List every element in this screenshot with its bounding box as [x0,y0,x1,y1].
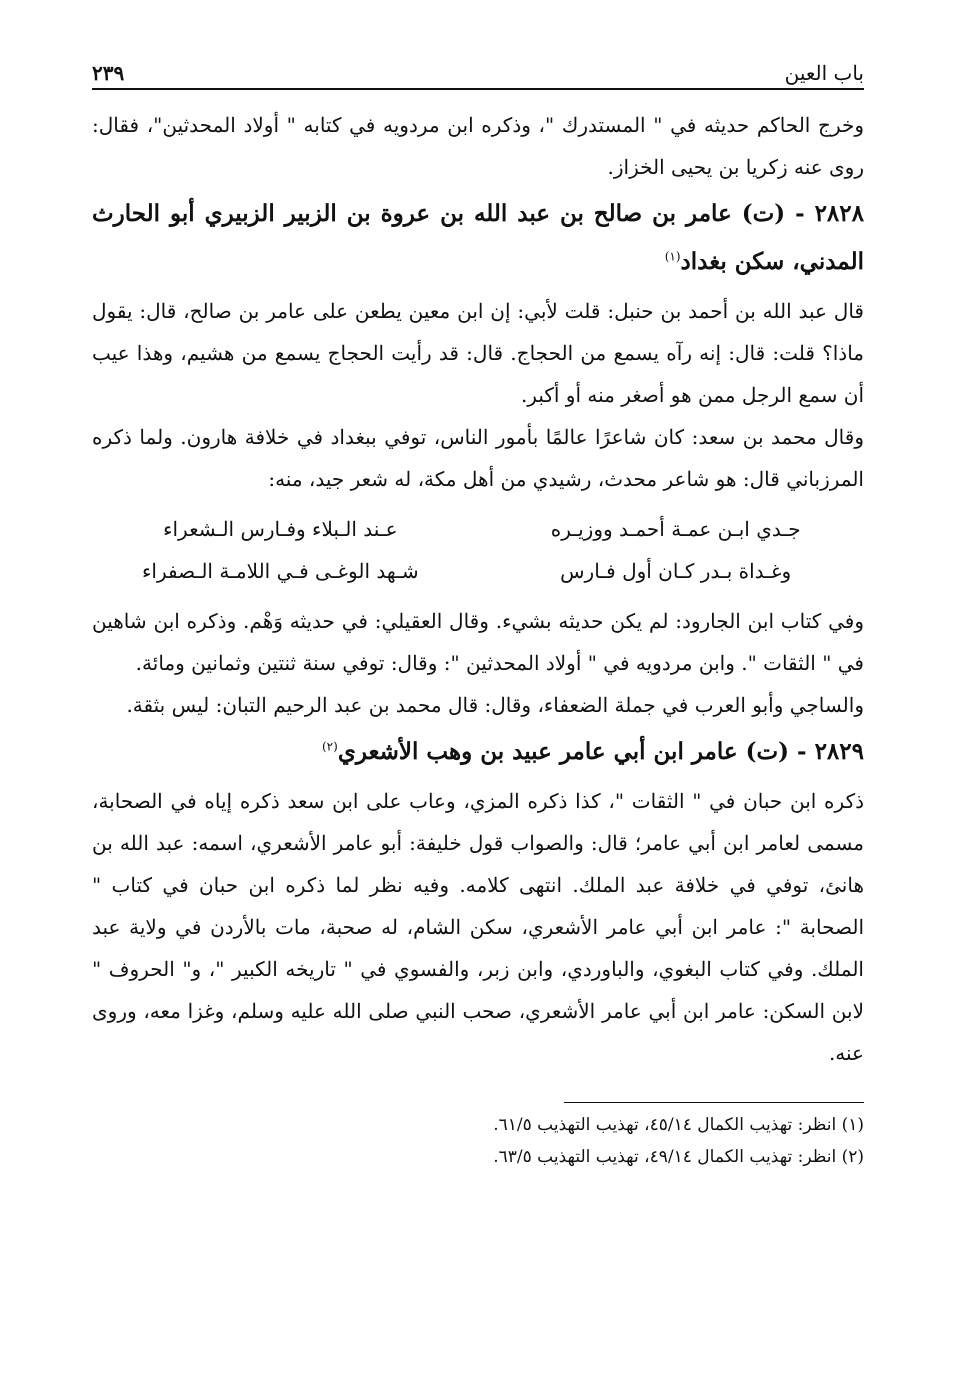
footnote-ref-2: (٢) [321,739,338,754]
entry-2829-title-text: ٢٨٢٩ - (ت) عامر ابن أبي عامر عبيد بن وهب الأشعري [337,738,864,765]
intro-paragraph: وخرج الحاكم حديثه في " المستدرك "، وذكره ابن مردويه في كتابه " أولاد المحدثين"، فقال: روى عنه زكريا بن يحيى الخزاز. [92,113,864,179]
entry-2828-paragraph-1: قال عبد الله بن أحمد بن حنبل: قلت لأبي: إن ابن معين يطعن على عامر بن صالح، قال: يقول ماذا؟ قلت: قال: إنه رآه يسمع من الحجاج. قال: قد رأيت الحجاج يسمع من هشيم، وهذا عيب أن سمع الرجل ممن هو أصغر منه أو أكبر. [92,299,864,407]
footnotes [92,1094,864,1173]
footnote-1: (١) انظر: تهذيب الكمال ٤٥/١٤، تهذيب التهذيب ٦١/٥. [493,1115,864,1135]
page-number: ٢٣٩ [92,61,125,85]
verse-first-hemistich: وغـداة بـدر كـان أول فـارس [560,559,792,583]
entry-2829-title [92,728,864,776]
chapter-title: باب العين [784,61,864,85]
entry-2828-paragraph-4: والساجي وأبو العرب في جملة الضعفاء، وقال: قال محمد بن عبد الرحيم التبان: ليس بثقة. [126,693,864,717]
document-page [92,50,864,1173]
footnote-2: (٢) انظر: تهذيب الكمال ٤٩/١٤، تهذيب التهذيب ٦٣/٥. [493,1147,864,1167]
page-content [92,104,864,1173]
poem [92,508,864,592]
entry-2828-paragraph-2: وقال محمد بن سعد: كان شاعرًا عالمًا بأمور الناس، توفي ببغداد في خلافة هارون. ولما ذكره المرزباني قال: هو شاعر محدث، رشيدي من أهل مكة، له شعر جيد، منه: [92,425,864,491]
page-header [92,50,864,90]
entry-2829-paragraph-1: ذكره ابن حبان في " الثقات "، كذا ذكره المزي، وعاب على ابن سعد ذكره إياه في الصحابة، مسمى لعامر ابن أبي عامر؛ قال: والصواب قول خليفة: أبو عامر الأشعري، اسمه: عبد الله بن هانئ، توفي في خلافة عبد الملك. انتهى كلامه. وفيه نظر لما ذكره ابن حبان في كتاب " الصحابة ": عامر ابن أبي عامر الأشعري، سكن الشام، له صحبة، مات بالأردن في ولاية عبد الملك. وفي كتاب البغوي، والباوردي، وابن زبر، والفسوي في " تاريخه الكبير "، و" الحروف " لابن السكن: عامر ابن أبي عامر الأشعري، صحب النبي صلى الله عليه وسلم، وغزا معه، وروى عنه. [92,789,864,1065]
verse-second-hemistich: شـهد الوغـى فـي اللامـة الـصفراء [142,559,419,583]
poem-verse [92,550,864,592]
entry-2828-title [92,190,864,286]
footnote-ref-1: (١) [664,249,681,264]
entry-2828-paragraph-3: وفي كتاب ابن الجارود: لم يكن حديثه بشيء. وقال العقيلي: في حديثه وَهْم. وذكره ابن شاهين في " الثقات ". وابن مردويه في " أولاد المحدثين ": وقال: توفي سنة ثنتين وثمانين ومائة. [92,609,864,675]
poem-verse [92,508,864,550]
footnote-divider [564,1102,864,1103]
verse-second-hemistich: عـند الـبلاء وفـارس الـشعراء [163,517,398,541]
verse-first-hemistich: جـدي ابـن عمـة أحمـد ووزيـره [550,517,801,541]
entry-2828-title-text: ٢٨٢٨ - (ت) عامر بن صالح بن عبد الله بن عروة بن الزبير الزبيري أبو الحارث المدني، سكن بغداد [92,200,864,275]
